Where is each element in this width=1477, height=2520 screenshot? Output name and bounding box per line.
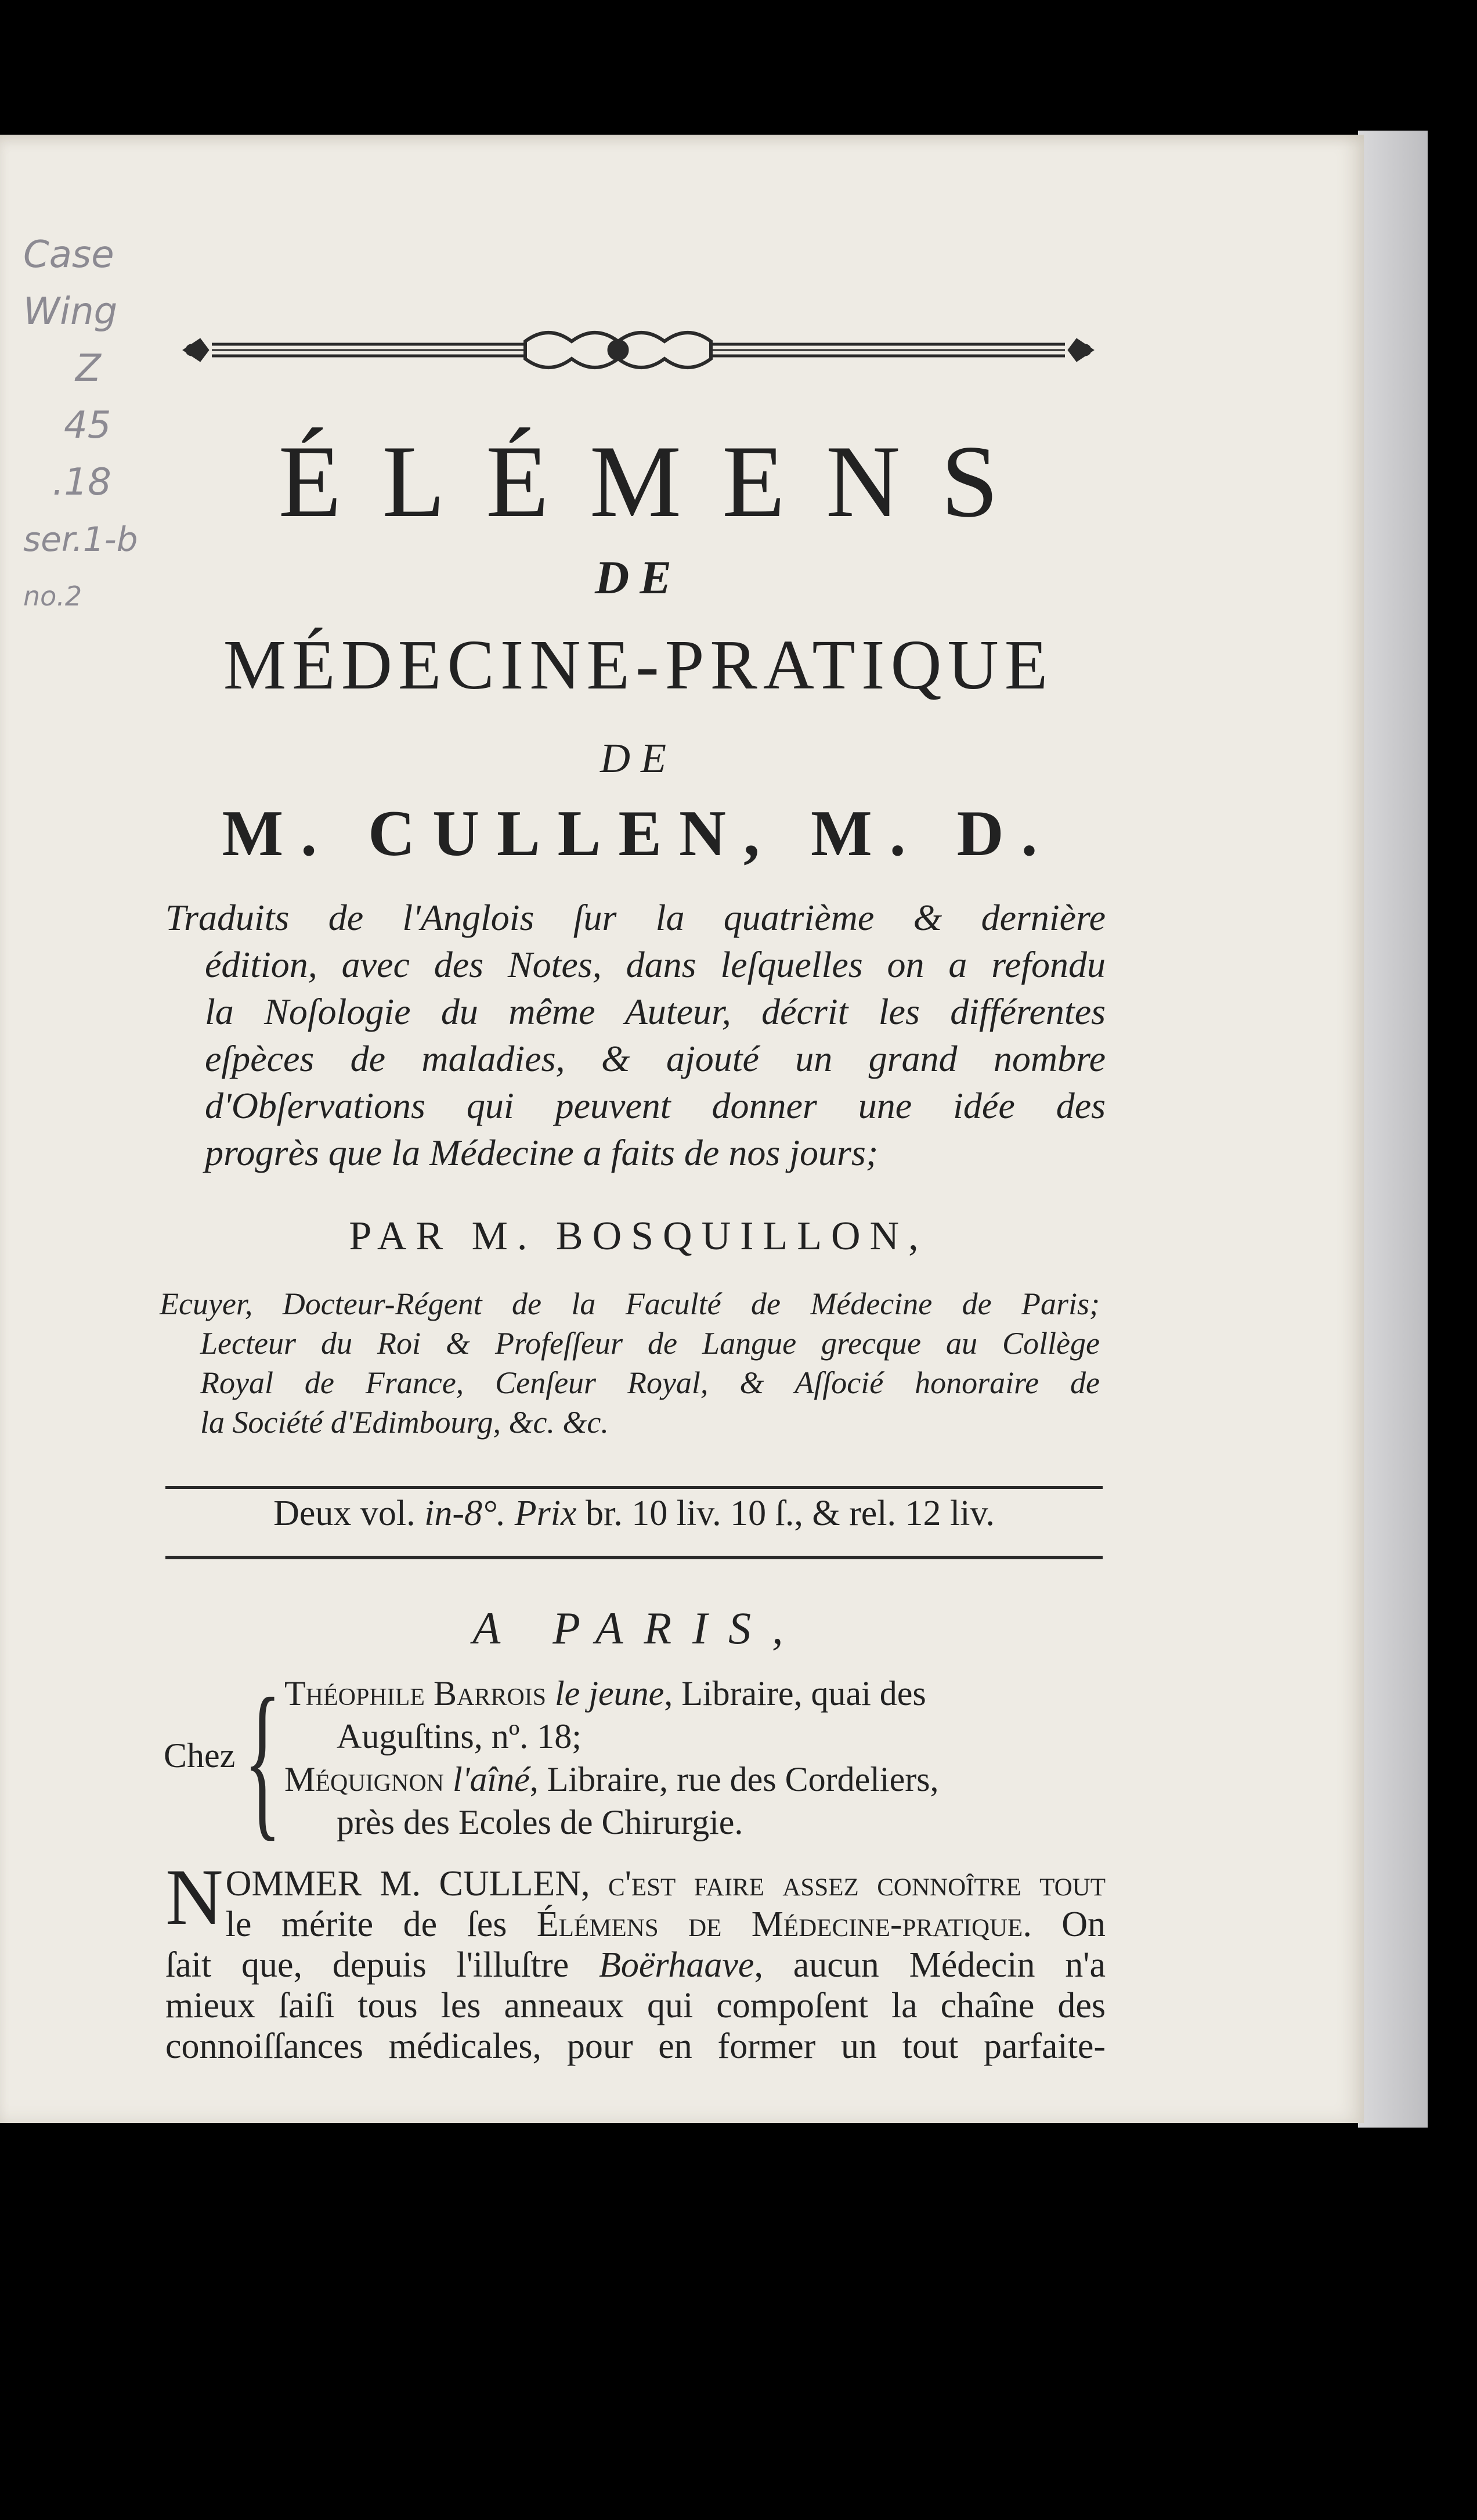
- note-line: .18: [52, 461, 111, 504]
- body-line: mieux ſaiſi tous les anneaux qui compoſent la chaîne des: [165, 1986, 1106, 2025]
- body-paragraph: [165, 1852, 1106, 2067]
- publisher-address: , Libraire, rue des Cordeliers,: [529, 1760, 939, 1798]
- body-line: connoiſſances médicales, pour en former un tout parfaite-: [165, 2027, 1106, 2066]
- publisher-qualifier: le jeune: [546, 1674, 665, 1713]
- note-line: Wing: [23, 290, 118, 333]
- price-format: in-8°.: [424, 1494, 506, 1533]
- publisher-line: Auguſtins, nº. 18;: [337, 1717, 582, 1755]
- body-line-text: le mérite de ſes: [225, 1905, 537, 1944]
- description-line: eſpèces de maladies, & ajouté un grand nombre: [205, 1038, 1106, 1079]
- price-text: br. 10 liv. 10 ſ., & rel. 12 liv.: [576, 1494, 995, 1533]
- note-line: no.2: [23, 581, 82, 612]
- body-line: [165, 1945, 1106, 1985]
- imprint-city: A PARIS,: [472, 1603, 804, 1653]
- publisher-line: [284, 1672, 1108, 1715]
- translator-titles: [160, 1284, 1100, 1442]
- divider-rule: [165, 1486, 1103, 1489]
- imprint-chez: Chez: [164, 1736, 236, 1775]
- note-line: Case: [23, 233, 114, 276]
- publisher-line: [284, 1758, 1108, 1801]
- publisher-qualifier: l'aîné: [443, 1760, 530, 1798]
- publisher-address: , Libraire, quai des: [664, 1674, 926, 1713]
- description-line: d'Obſervations qui peuvent donner une idée des: [205, 1085, 1106, 1126]
- titles-line: Lecteur du Roi & Profeſſeur de Langue grecque au Collège: [200, 1326, 1100, 1361]
- description-line: Traduits de l'Anglois ſur la quatrième & dernière: [165, 897, 1106, 938]
- price-line: [165, 1493, 1103, 1534]
- body-line-text: . On: [1023, 1905, 1106, 1944]
- titles-line: la Société d'Edimbourg, &c. &c.: [200, 1405, 609, 1440]
- titles-line: Royal de France, Cenſeur Royal, & Aſſocié honoraire de: [200, 1365, 1100, 1400]
- translator-name: PAR M. BOSQUILLON,: [349, 1214, 928, 1259]
- author-name: M. CULLEN, M. D.: [222, 798, 1055, 870]
- publishers-block: [284, 1672, 1108, 1844]
- note-line: Z: [75, 347, 101, 390]
- body-line: [165, 1863, 1106, 1904]
- connector-de: DE: [600, 735, 677, 781]
- publisher-name: Méquignon: [284, 1760, 444, 1798]
- body-line-text: , aucun Médecin n'a: [754, 1945, 1106, 1985]
- decorative-rule-ornament: [165, 318, 1117, 382]
- description-line: progrès que la Médecine a faits de nos jours;: [205, 1132, 879, 1173]
- divider-rule: [165, 1556, 1103, 1559]
- price-label: Prix: [514, 1494, 577, 1533]
- description-line: édition, avec des Notes, dans leſquelles on a refondu: [205, 944, 1106, 985]
- body-line-text: ſait que, depuis l'illuſtre: [165, 1945, 599, 1985]
- price-text: [505, 1494, 515, 1533]
- person-ref: Boërhaave: [599, 1945, 754, 1985]
- connector-de: DE: [595, 551, 682, 604]
- publisher-line: près des Ecoles de Chirurgie.: [337, 1803, 743, 1841]
- page-title: ÉLÉMENS: [278, 424, 1039, 539]
- handwritten-shelfmark: [23, 226, 157, 625]
- titles-line: Ecuyer, Docteur-Régent de la Faculté de Médecine de Paris;: [160, 1286, 1100, 1321]
- publisher-name: Théophile Barrois: [284, 1674, 547, 1713]
- subtitle: MÉDECINE-PRATIQUE: [223, 626, 1054, 704]
- body-line: [165, 1904, 1106, 1945]
- note-line: ser.1-b: [23, 520, 138, 559]
- book-title-ref: Élémens de Médecine-pratique: [536, 1905, 1023, 1944]
- price-text: Deux vol.: [273, 1494, 425, 1533]
- page-backing: [1358, 131, 1428, 2128]
- body-line-text: OMMER M. CULLEN, c'eſt faire aſſez connoître tout: [225, 1864, 1106, 1903]
- brace-glyph: {: [244, 1663, 281, 1855]
- description-line: la Noſologie du même Auteur, décrit les différentes: [205, 991, 1106, 1032]
- translation-description: [165, 894, 1106, 1176]
- note-line: 45: [64, 404, 111, 447]
- drop-cap: N: [165, 1852, 223, 1941]
